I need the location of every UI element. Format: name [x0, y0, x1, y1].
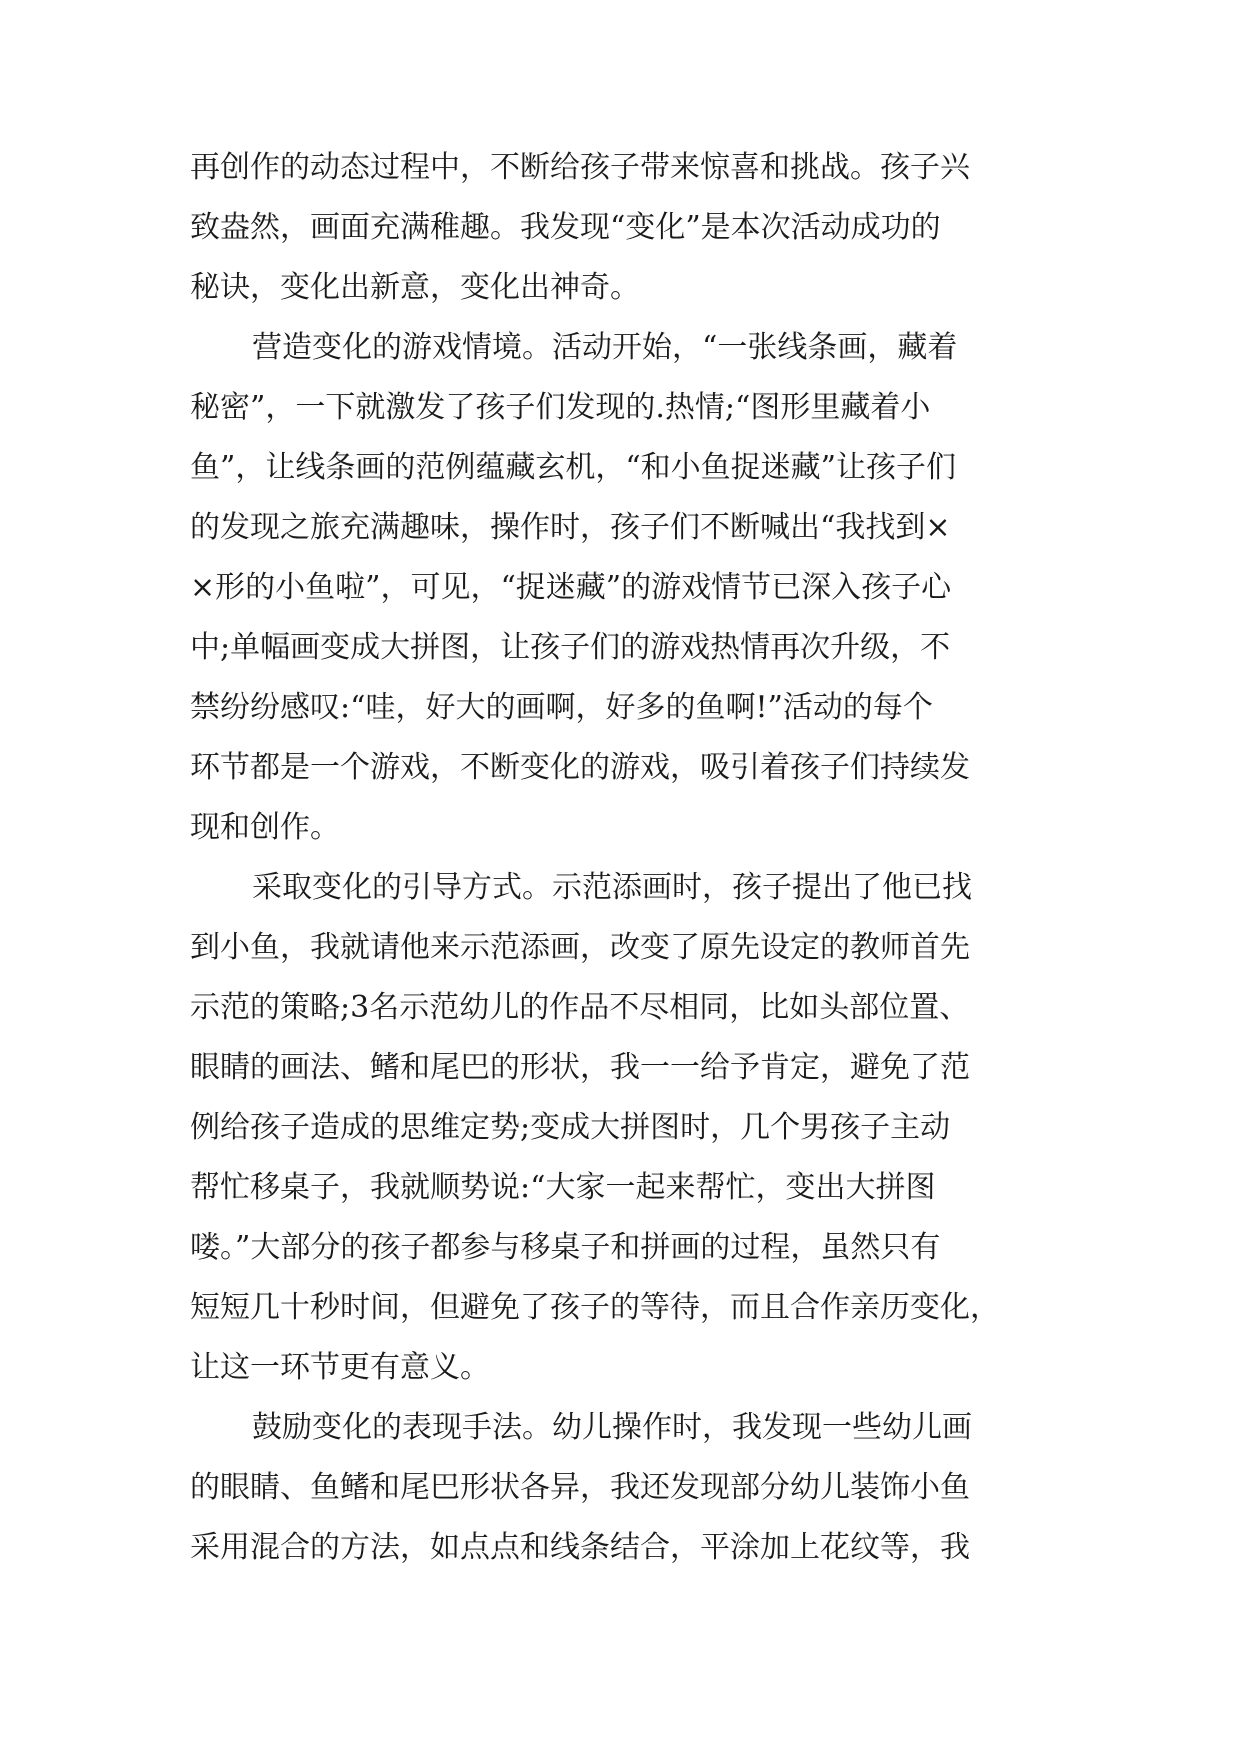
text-line: 短短几十秒时间，但避免了孩子的等待，而且合作亲历变化， — [190, 1290, 1000, 1325]
paragraph-first-line: 营造变化的游戏情境。活动开始，“一张线条画，藏着 — [252, 330, 958, 365]
text-line: 再创作的动态过程中，不断给孩子带来惊喜和挑战。孩子兴 — [190, 150, 970, 185]
paragraph-first-line: 鼓励变化的表现手法。幼儿操作时，我发现一些幼儿画 — [252, 1410, 972, 1445]
text-line: 例给孩子造成的思维定势;变成大拼图时，几个男孩子主动 — [190, 1110, 951, 1145]
text-line: 眼睛的画法、鳍和尾巴的形状，我一一给予肯定，避免了范 — [190, 1050, 970, 1085]
text-line: 帮忙移桌子，我就顺势说:“大家一起来帮忙，变出大拼图 — [190, 1170, 936, 1205]
text-line: 秘诀，变化出新意，变化出神奇。 — [190, 270, 640, 305]
text-line: 示范的策略;3名示范幼儿的作品不尽相同，比如头部位置、 — [190, 990, 970, 1025]
text-line: 鱼”，让线条画的范例蕴藏玄机，“和小鱼捉迷藏”让孩子们 — [190, 450, 957, 485]
text-line: ×形的小鱼啦”，可见，“捉迷藏”的游戏情节已深入孩子心 — [190, 570, 952, 605]
text-line: 秘密”，一下就激发了孩子们发现的.热情;“图形里藏着小 — [190, 390, 931, 425]
text-line: 的眼睛、鱼鳍和尾巴形状各异，我还发现部分幼儿装饰小鱼 — [190, 1470, 970, 1505]
text-line: 现和创作。 — [190, 810, 340, 845]
document-body — [190, 138, 1052, 1578]
text-line: 致盎然，画面充满稚趣。我发现“变化”是本次活动成功的 — [190, 210, 941, 245]
text-line: 环节都是一个游戏，不断变化的游戏，吸引着孩子们持续发 — [190, 750, 970, 785]
text-line: 中;单幅画变成大拼图，让孩子们的游戏热情再次升级，不 — [190, 630, 951, 665]
text-line: 到小鱼，我就请他来示范添画，改变了原先设定的教师首先 — [190, 930, 970, 965]
text-line: 禁纷纷感叹:“哇，好大的画啊，好多的鱼啊!”活动的每个 — [190, 690, 933, 725]
text-line: 让这一环节更有意义。 — [190, 1350, 490, 1385]
text-line: 喽。”大部分的孩子都参与移桌子和拼画的过程，虽然只有 — [190, 1230, 941, 1265]
paragraph-first-line: 采取变化的引导方式。示范添画时，孩子提出了他已找 — [252, 870, 972, 905]
text-line: 的发现之旅充满趣味，操作时，孩子们不断喊出“我找到× — [190, 510, 951, 545]
text-line: 采用混合的方法，如点点和线条结合，平涂加上花纹等，我 — [190, 1530, 970, 1565]
